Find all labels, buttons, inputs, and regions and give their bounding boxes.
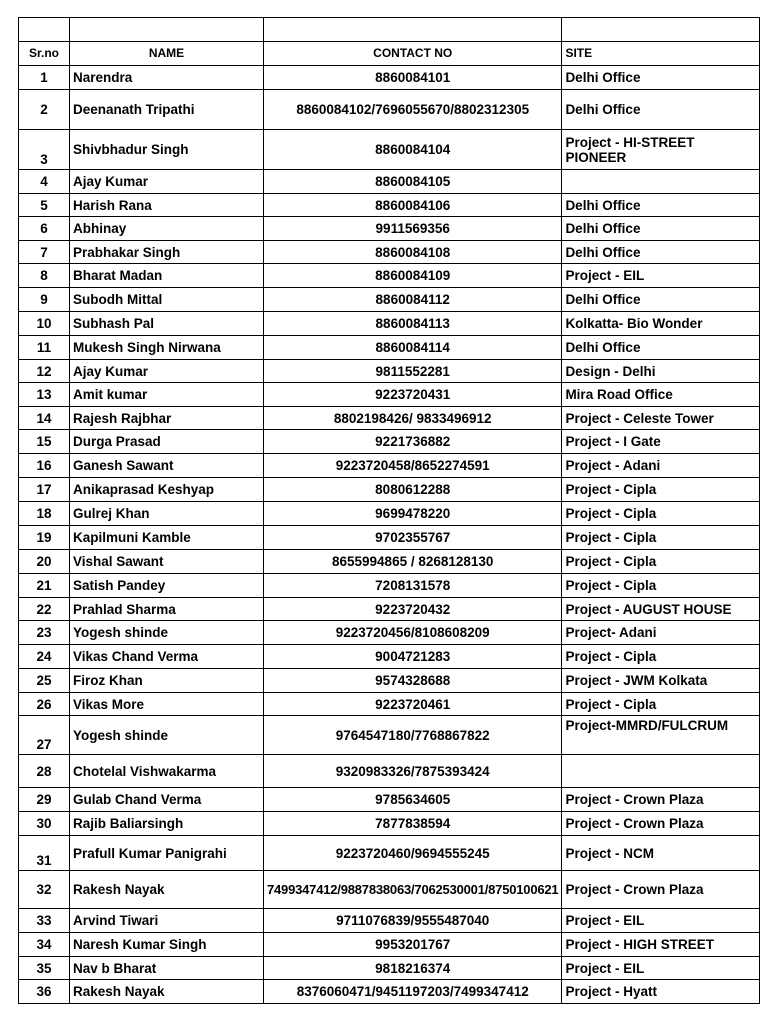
header-sr: Sr.no	[19, 42, 70, 66]
table-row	[19, 66, 760, 90]
name-cell: Anikaprasad Keshyap	[70, 478, 264, 502]
table-row	[19, 836, 760, 871]
site-cell: Project - Adani	[562, 454, 760, 478]
contact-cell: 9223720461	[264, 693, 562, 716]
blank-cell	[19, 18, 70, 42]
blank-cell	[70, 18, 264, 42]
table-row	[19, 669, 760, 693]
sr-cell: 8	[19, 264, 70, 288]
sr-cell: 3	[19, 130, 70, 170]
contact-cell: 9223720456/8108608209	[264, 621, 562, 645]
table-row	[19, 788, 760, 812]
contact-cell: 8860084105	[264, 170, 562, 194]
contact-cell: 8860084104	[264, 130, 562, 170]
site-cell: Project - Cipla	[562, 526, 760, 550]
name-cell: Yogesh shinde	[70, 621, 264, 645]
site-cell: Project-MMRD/FULCRUM	[562, 716, 760, 755]
contact-cell: 9911569356	[264, 217, 562, 241]
name-cell: Prahlad Sharma	[70, 598, 264, 621]
sr-cell: 36	[19, 980, 70, 1004]
header-name: NAME	[70, 42, 264, 66]
site-cell: Project - Crown Plaza	[562, 871, 760, 909]
contact-cell: 9811552281	[264, 360, 562, 383]
contact-cell: 9953201767	[264, 933, 562, 957]
contact-cell: 9320983326/7875393424	[264, 755, 562, 788]
name-cell: Firoz Khan	[70, 669, 264, 693]
table-row	[19, 454, 760, 478]
contact-cell: 8860084101	[264, 66, 562, 90]
name-cell: Vikas More	[70, 693, 264, 716]
contact-cell: 8860084108	[264, 241, 562, 264]
table-row	[19, 130, 760, 170]
contact-cell: 9699478220	[264, 502, 562, 526]
contact-cell: 9223720458/8652274591	[264, 454, 562, 478]
blank-cell	[264, 18, 562, 42]
table-row	[19, 217, 760, 241]
table-row	[19, 360, 760, 383]
contact-cell: 7877838594	[264, 812, 562, 836]
site-cell: Project - Cipla	[562, 693, 760, 716]
sr-cell: 7	[19, 241, 70, 264]
table-row	[19, 312, 760, 336]
table-row	[19, 871, 760, 909]
name-cell: Vishal Sawant	[70, 550, 264, 574]
sr-cell: 32	[19, 871, 70, 909]
site-cell: Project - AUGUST HOUSE	[562, 598, 760, 621]
site-cell: Delhi Office	[562, 66, 760, 90]
name-cell: Shivbhadur Singh	[70, 130, 264, 170]
name-cell: Vikas Chand Verma	[70, 645, 264, 669]
contact-cell: 9785634605	[264, 788, 562, 812]
sr-cell: 19	[19, 526, 70, 550]
name-cell: Ajay Kumar	[70, 360, 264, 383]
contact-cell: 9221736882	[264, 430, 562, 454]
sr-cell: 1	[19, 66, 70, 90]
table-row	[19, 598, 760, 621]
contact-cell: 9702355767	[264, 526, 562, 550]
header-contact: CONTACT NO	[264, 42, 562, 66]
table-row	[19, 430, 760, 454]
sr-cell: 24	[19, 645, 70, 669]
table-row	[19, 170, 760, 194]
name-cell: Gulab Chand Verma	[70, 788, 264, 812]
sr-cell: 30	[19, 812, 70, 836]
name-cell: Satish Pandey	[70, 574, 264, 598]
table-row	[19, 194, 760, 217]
site-cell: Project - Hyatt	[562, 980, 760, 1004]
table-row	[19, 933, 760, 957]
contact-cell: 9223720432	[264, 598, 562, 621]
table-row	[19, 526, 760, 550]
contact-cell: 7499347412/9887838063/7062530001/8750100621	[264, 871, 562, 909]
sr-cell: 12	[19, 360, 70, 383]
table-row	[19, 288, 760, 312]
site-cell	[562, 170, 760, 194]
name-cell: Deenanath Tripathi	[70, 90, 264, 130]
sr-cell: 26	[19, 693, 70, 716]
contact-cell: 9223720460/9694555245	[264, 836, 562, 871]
name-cell: Gulrej Khan	[70, 502, 264, 526]
site-cell: Mira Road Office	[562, 383, 760, 407]
site-cell: Project - EIL	[562, 264, 760, 288]
sr-cell: 25	[19, 669, 70, 693]
table-row	[19, 716, 760, 755]
table-row	[19, 502, 760, 526]
contact-cell: 9223720431	[264, 383, 562, 407]
name-cell: Naresh Kumar Singh	[70, 933, 264, 957]
sr-cell: 15	[19, 430, 70, 454]
sr-cell: 27	[19, 716, 70, 755]
contact-cell: 9711076839/9555487040	[264, 909, 562, 933]
sr-cell: 31	[19, 836, 70, 871]
name-cell: Ganesh Sawant	[70, 454, 264, 478]
site-cell: Project - NCM	[562, 836, 760, 871]
table-row	[19, 241, 760, 264]
sr-cell: 35	[19, 957, 70, 980]
site-cell: Project - Cipla	[562, 574, 760, 598]
site-cell: Project - I Gate	[562, 430, 760, 454]
contact-table	[18, 17, 760, 1004]
name-cell: Subodh Mittal	[70, 288, 264, 312]
table-row	[19, 980, 760, 1004]
blank-cell	[562, 18, 760, 42]
sr-cell: 20	[19, 550, 70, 574]
name-cell: Mukesh Singh Nirwana	[70, 336, 264, 360]
site-cell: Project - EIL	[562, 909, 760, 933]
header-site: SITE	[562, 42, 760, 66]
table-row	[19, 755, 760, 788]
site-cell: Delhi Office	[562, 90, 760, 130]
sr-cell: 13	[19, 383, 70, 407]
sr-cell: 2	[19, 90, 70, 130]
site-cell: Kolkatta- Bio Wonder	[562, 312, 760, 336]
name-cell: Subhash Pal	[70, 312, 264, 336]
table-row	[19, 812, 760, 836]
site-cell: Project - Crown Plaza	[562, 788, 760, 812]
sr-cell: 17	[19, 478, 70, 502]
site-cell: Delhi Office	[562, 241, 760, 264]
name-cell: Bharat Madan	[70, 264, 264, 288]
table-row	[19, 957, 760, 980]
name-cell: Prabhakar Singh	[70, 241, 264, 264]
site-cell: Delhi Office	[562, 217, 760, 241]
name-cell: Yogesh shinde	[70, 716, 264, 755]
sr-cell: 28	[19, 755, 70, 788]
name-cell: Rakesh Nayak	[70, 980, 264, 1004]
name-cell: Harish Rana	[70, 194, 264, 217]
table-row	[19, 90, 760, 130]
sr-cell: 14	[19, 407, 70, 430]
name-cell: Arvind Tiwari	[70, 909, 264, 933]
name-cell: Durga Prasad	[70, 430, 264, 454]
site-cell: Design - Delhi	[562, 360, 760, 383]
site-cell: Delhi Office	[562, 288, 760, 312]
site-cell: Project - JWM Kolkata	[562, 669, 760, 693]
sr-cell: 4	[19, 170, 70, 194]
table-row	[19, 383, 760, 407]
sr-cell: 10	[19, 312, 70, 336]
contact-cell: 8655994865 / 8268128130	[264, 550, 562, 574]
site-cell: Project- Adani	[562, 621, 760, 645]
table-row	[19, 478, 760, 502]
sr-cell: 23	[19, 621, 70, 645]
name-cell: Chotelal Vishwakarma	[70, 755, 264, 788]
contact-cell: 9004721283	[264, 645, 562, 669]
contact-cell: 8802198426/ 9833496912	[264, 407, 562, 430]
name-cell: Abhinay	[70, 217, 264, 241]
site-cell: Project - Cipla	[562, 502, 760, 526]
sr-cell: 29	[19, 788, 70, 812]
site-cell: Project - Crown Plaza	[562, 812, 760, 836]
contact-cell: 8860084106	[264, 194, 562, 217]
sr-cell: 6	[19, 217, 70, 241]
contact-cell: 8860084109	[264, 264, 562, 288]
site-cell: Project - HI-STREET PIONEER	[562, 130, 760, 170]
table-row	[19, 264, 760, 288]
site-cell: Project - Cipla	[562, 550, 760, 574]
site-cell: Delhi Office	[562, 336, 760, 360]
name-cell: Kapilmuni Kamble	[70, 526, 264, 550]
site-cell	[562, 755, 760, 788]
contact-cell: 9764547180/7768867822	[264, 716, 562, 755]
table-row	[19, 621, 760, 645]
blank-row	[19, 18, 760, 42]
contact-cell: 8860084113	[264, 312, 562, 336]
contact-cell: 9818216374	[264, 957, 562, 980]
table-row	[19, 574, 760, 598]
name-cell: Amit kumar	[70, 383, 264, 407]
site-cell: Project - Celeste Tower	[562, 407, 760, 430]
table-row	[19, 645, 760, 669]
contact-cell: 8080612288	[264, 478, 562, 502]
table-row	[19, 693, 760, 716]
contact-cell: 8860084112	[264, 288, 562, 312]
sr-cell: 22	[19, 598, 70, 621]
sr-cell: 34	[19, 933, 70, 957]
sr-cell: 33	[19, 909, 70, 933]
sr-cell: 9	[19, 288, 70, 312]
sr-cell: 18	[19, 502, 70, 526]
name-cell: Rajesh Rajbhar	[70, 407, 264, 430]
sr-cell: 5	[19, 194, 70, 217]
site-cell: Delhi Office	[562, 194, 760, 217]
contact-cell: 9574328688	[264, 669, 562, 693]
name-cell: Narendra	[70, 66, 264, 90]
sr-cell: 21	[19, 574, 70, 598]
site-cell: Project - HIGH STREET	[562, 933, 760, 957]
table-row	[19, 909, 760, 933]
name-cell: Rajib Baliarsingh	[70, 812, 264, 836]
contact-cell: 8376060471/9451197203/7499347412	[264, 980, 562, 1004]
site-cell: Project - Cipla	[562, 478, 760, 502]
site-cell: Project - EIL	[562, 957, 760, 980]
table-row	[19, 336, 760, 360]
sr-cell: 16	[19, 454, 70, 478]
contact-cell: 7208131578	[264, 574, 562, 598]
sr-cell: 11	[19, 336, 70, 360]
contact-cell: 8860084102/7696055670/8802312305	[264, 90, 562, 130]
table-row	[19, 550, 760, 574]
site-cell: Project - Cipla	[562, 645, 760, 669]
name-cell: Ajay Kumar	[70, 170, 264, 194]
table-row	[19, 407, 760, 430]
name-cell: Rakesh Nayak	[70, 871, 264, 909]
header-row	[19, 42, 760, 66]
name-cell: Prafull Kumar Panigrahi	[70, 836, 264, 871]
contact-cell: 8860084114	[264, 336, 562, 360]
name-cell: Nav b Bharat	[70, 957, 264, 980]
